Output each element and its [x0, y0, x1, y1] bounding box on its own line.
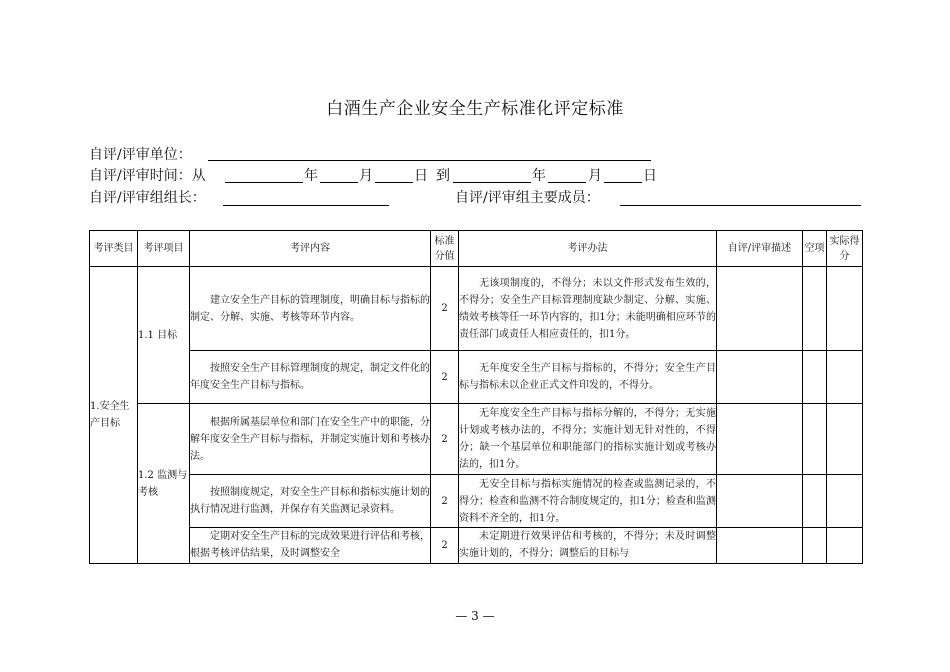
table-header-row	[90, 231, 863, 267]
to-label: 到	[436, 168, 450, 184]
to-month-line[interactable]	[548, 182, 586, 183]
method-cell	[459, 528, 717, 564]
actual-score-cell[interactable]	[827, 475, 863, 528]
empty-item-cell[interactable]	[803, 528, 827, 564]
empty-item-cell[interactable]	[803, 404, 827, 475]
actual-score-cell[interactable]	[827, 267, 863, 351]
time-label: 自评/评审时间：从	[89, 168, 206, 184]
table-row	[90, 404, 863, 475]
content-cell: 按照安全生产目标管理制度的规定，制定文件化的年度安全生产目标与指标。	[190, 351, 431, 404]
empty-item-cell[interactable]	[803, 267, 827, 351]
document-title: 白酒生产企业安全生产标准化评定标准	[326, 99, 624, 119]
header-method: 考评办法	[459, 231, 717, 267]
unit-label: 自评/评审单位：	[89, 147, 192, 163]
description-cell[interactable]	[717, 351, 803, 404]
method-cell: 无年度安全生产目标与指标的，不得分；安全生产目标与指标未以企业正式文件印发的，不得分。	[459, 351, 717, 404]
unit-line[interactable]	[208, 160, 651, 161]
from-day-line[interactable]	[375, 182, 413, 183]
evaluation-table	[89, 230, 863, 564]
method-cell: 无年度安全生产目标与指标分解的，不得分；无实施计划或考核办法的，不得分；实施计划无针对性的，不得分；缺一个基层单位和职能部门的指标实施计划或考核办法的，扣1分。	[459, 404, 717, 475]
category-cell: 1.安全生产目标	[90, 267, 138, 564]
description-cell[interactable]	[717, 475, 803, 528]
actual-score-cell[interactable]	[827, 404, 863, 475]
page-number: — 3 —	[455, 609, 495, 623]
method-cell: 无该项制度的，不得分；未以文件形式发布生效的，不得分；安全生产目标管理制度缺少制定、分解、实施、绩效考核等任一环节内容的，扣1分；未能明确相应环节的责任部门或责任人相应责任的，扣1分。	[459, 267, 717, 351]
content-cell: 根据所属基层单位和部门在安全生产中的职能，分解年度安全生产目标与指标，并制定实施计划和考核办法。	[190, 404, 431, 475]
content-cell	[190, 528, 431, 564]
description-cell[interactable]	[717, 528, 803, 564]
score-cell: 2	[431, 267, 459, 351]
content-cell: 建立安全生产目标的管理制度，明确目标与指标的制定、分解、实施、考核等环节内容。	[190, 267, 431, 351]
header-description: 自评/评审描述	[717, 231, 803, 267]
from-year-line[interactable]	[225, 182, 303, 183]
to-day-label: 日	[643, 168, 657, 184]
actual-score-cell[interactable]	[827, 528, 863, 564]
score-cell: 2	[431, 475, 459, 528]
header-category: 考评类目	[90, 231, 138, 267]
leader-label: 自评/评审组组长：	[89, 190, 206, 206]
leader-line[interactable]	[223, 205, 389, 206]
to-year-label: 年	[532, 168, 546, 184]
from-month-line[interactable]	[320, 182, 358, 183]
from-day-label: 日	[414, 168, 428, 184]
empty-item-cell[interactable]	[803, 351, 827, 404]
description-cell[interactable]	[717, 404, 803, 475]
score-cell: 2	[431, 351, 459, 404]
score-cell: 2	[431, 528, 459, 564]
actual-score-cell[interactable]	[827, 351, 863, 404]
table-row	[90, 528, 863, 564]
method-clip: 未定期进行效果评估和考核的，不得分；未及时调整实施计划的，不得分；调整后的目标与	[459, 531, 716, 559]
table-row	[90, 351, 863, 404]
header-content: 考评内容	[190, 231, 431, 267]
content-clip: 定期对安全生产目标的完成效果进行评估和考核，根据考核评估结果，及时调整安全	[190, 531, 430, 559]
from-month-label: 月	[359, 168, 373, 184]
item-cell: 1.1 目标	[138, 267, 190, 404]
header-actual-score: 实际得分	[827, 231, 863, 267]
table-row	[90, 475, 863, 528]
to-month-label: 月	[588, 168, 602, 184]
empty-item-cell[interactable]	[803, 475, 827, 528]
method-cell: 无安全目标与指标实施情况的检查或监测记录的，不得分；检查和监测不符合制度规定的，扣1分；检查和监测资料不齐全的，扣1分。	[459, 475, 717, 528]
content-cell: 按照制度规定，对安全生产目标和指标实施计划的执行情况进行监测，并保存有关监测记录资料。	[190, 475, 431, 528]
to-day-line[interactable]	[604, 182, 642, 183]
item-cell: 1.2 监测与考核	[138, 404, 190, 564]
header-empty-item: 空项	[803, 231, 827, 267]
members-label: 自评/评审组主要成员：	[455, 190, 600, 206]
header-item: 考评项目	[138, 231, 190, 267]
description-cell[interactable]	[717, 267, 803, 351]
to-year-line[interactable]	[453, 182, 531, 183]
members-line[interactable]	[620, 205, 861, 206]
table-row	[90, 267, 863, 351]
header-score: 标准分值	[431, 231, 459, 267]
from-year-label: 年	[304, 168, 318, 184]
score-cell: 2	[431, 404, 459, 475]
